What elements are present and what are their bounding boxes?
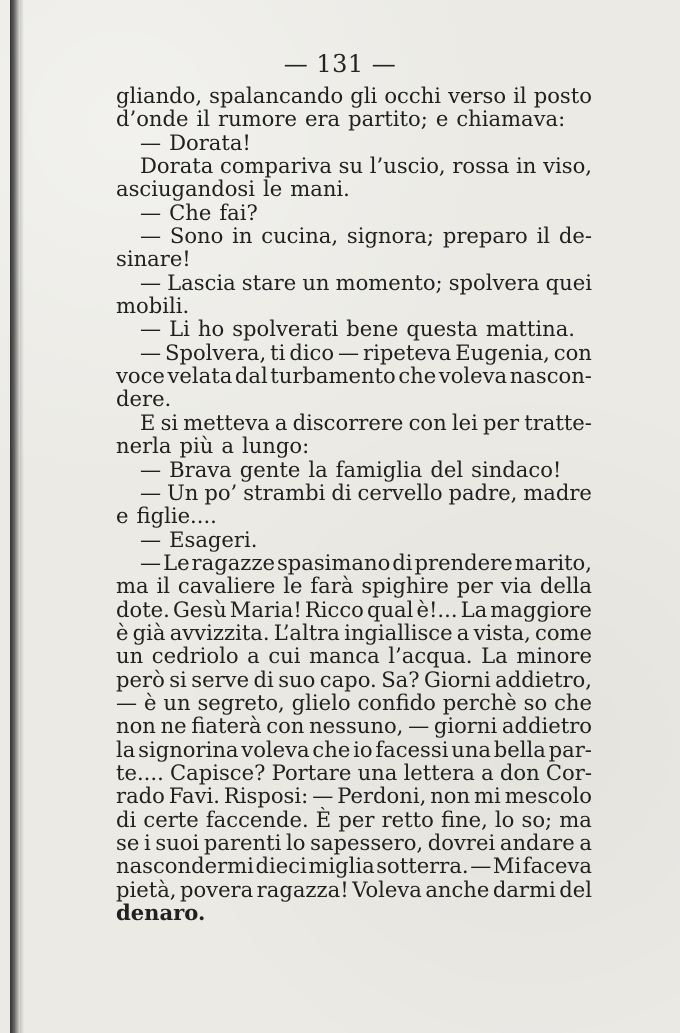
text-word: po’ (204, 479, 238, 505)
text-word: non (430, 783, 471, 809)
text-word: si (169, 666, 187, 692)
text-word: metteva (183, 409, 270, 435)
text-word: è!... (416, 596, 458, 622)
text-word: il (156, 573, 170, 599)
text-word: con (553, 339, 592, 365)
text-word: maggiore (490, 596, 592, 622)
text-word: ragazze (191, 549, 275, 575)
text-word: Dorata (140, 153, 214, 179)
text-word: e (116, 503, 129, 529)
text-word: — (140, 199, 162, 225)
page-edge-shadow (10, 0, 20, 1033)
text-word: strambi (243, 479, 326, 505)
text-line (116, 528, 592, 551)
text-word: Spolvera, (165, 339, 267, 365)
text-word: famiglia (335, 456, 423, 482)
text-word: segreto, (197, 689, 285, 715)
text-word: cedriolo (151, 643, 239, 669)
text-line (116, 878, 592, 901)
page-number: — 131 — (283, 50, 397, 78)
text-word: d’onde (116, 106, 189, 132)
text-word: il (536, 223, 551, 249)
text-word: non (116, 713, 156, 739)
text-word: Perdoni, (337, 783, 427, 809)
text-word: facessi (375, 736, 449, 762)
text-word: del (430, 456, 464, 482)
text-line (116, 551, 592, 574)
text-word: dico (289, 339, 335, 365)
text-word: gliando, (116, 83, 203, 108)
text-word: partito; (348, 106, 428, 132)
text-word: ma (116, 573, 149, 599)
text-word: ripeteva (363, 339, 452, 365)
text-word: dieci (255, 853, 307, 879)
text-word: chiamava: (456, 106, 566, 132)
text-word: a (579, 830, 592, 855)
text-word: È (315, 806, 332, 832)
text-word: Dorata! (169, 129, 251, 155)
text-word: velata (167, 363, 233, 389)
text-line (116, 387, 592, 410)
text-word: L’altra (273, 619, 340, 645)
text-word: — (140, 269, 162, 295)
text-word: don (499, 759, 540, 785)
text-word: rado (116, 783, 165, 809)
text-word: cucina, (261, 223, 339, 249)
text-word: a (221, 433, 234, 459)
text-line (116, 784, 592, 807)
text-line (116, 714, 592, 737)
text-line (116, 84, 592, 107)
text-word: ma (559, 806, 592, 832)
text-word: Li (169, 316, 190, 342)
text-word: vista, (473, 619, 531, 645)
text-word: della (539, 573, 592, 599)
text-word: rossa (452, 153, 510, 179)
text-word: che (554, 689, 592, 715)
text-word: spolvera (448, 269, 540, 295)
text-word: dote. (116, 596, 170, 622)
text-word: parenti (203, 830, 282, 855)
text-line (116, 458, 592, 481)
text-word: bene (346, 316, 399, 342)
text-word: con (408, 409, 447, 435)
text-word: Risposi: (223, 783, 309, 809)
text-word: te.... (116, 759, 164, 785)
text-word: di (331, 479, 352, 505)
text-word: farà (310, 573, 354, 599)
text-word: spalancando (209, 83, 344, 108)
text-word: cervello (357, 479, 443, 505)
text-word: posto (533, 83, 592, 108)
text-word: certe (143, 806, 199, 832)
text-word: — (140, 479, 162, 505)
text-word: addietro (501, 713, 592, 739)
text-word: madre (523, 479, 592, 505)
text-word: se (116, 830, 140, 855)
text-word: però (116, 666, 165, 692)
text-word: questa (406, 316, 478, 342)
text-line (116, 901, 592, 924)
text-word: voleva (241, 736, 310, 762)
text-word: signorina (138, 736, 239, 762)
text-word: sapessero, (310, 830, 424, 855)
text-word: momento; (335, 269, 443, 295)
text-line (116, 201, 592, 224)
text-word: spasimano (276, 549, 391, 575)
text-word: a (481, 759, 494, 785)
text-word: fine, (440, 806, 488, 832)
text-word: un (116, 643, 144, 669)
text-word: lei (451, 409, 478, 435)
text-word: dovrei (427, 830, 496, 855)
text-word: un (163, 689, 191, 715)
text-word: so (523, 689, 548, 715)
text-word: che (398, 363, 437, 389)
text-word: ragazza! (256, 876, 349, 902)
text-line (116, 224, 592, 247)
text-word: Capisce? (170, 759, 266, 785)
text-word: — (140, 316, 162, 342)
text-word: asciugandosi (116, 176, 255, 202)
text-word: nascondermi (116, 853, 254, 879)
text-word: per (456, 573, 493, 599)
text-word: di (116, 806, 137, 832)
text-word: bella (493, 736, 546, 762)
text-word: marito, (514, 549, 592, 575)
text-word: cavaliere (177, 573, 276, 599)
text-word: signora; (346, 223, 435, 249)
text-word: più (179, 433, 214, 459)
text-word: — (312, 783, 334, 809)
text-word: — (140, 549, 162, 575)
text-word: Gesù (172, 596, 227, 622)
text-line (116, 154, 592, 177)
text-word: di (253, 666, 274, 692)
text-word: dere. (116, 386, 172, 412)
text-word: mi (474, 783, 501, 809)
text-word: mattina. (485, 316, 575, 342)
text-word: — (408, 713, 430, 739)
text-word: sindaco! (471, 456, 562, 482)
text-word: nascon- (509, 363, 592, 389)
text-word: Eugenia, (455, 339, 550, 365)
text-word: spolverati (232, 316, 339, 342)
text-word: — (116, 689, 138, 715)
text-line (116, 854, 592, 877)
text-word: darmi (492, 876, 556, 902)
text-word: mani. (290, 176, 350, 202)
text-line (116, 434, 592, 457)
text-line (116, 131, 592, 154)
text-word: ne (160, 713, 187, 739)
text-word: faceva (522, 853, 592, 879)
text-word: già (132, 619, 166, 645)
text-word: ho (197, 316, 225, 342)
text-word: de- (558, 223, 592, 249)
text-line (116, 107, 592, 130)
text-word: E (140, 409, 156, 435)
text-line (116, 177, 592, 200)
text-word: gli (350, 83, 378, 108)
text-word: — (470, 853, 492, 879)
text-word: si (160, 409, 179, 435)
text-word: so; (521, 806, 553, 832)
text-line (116, 341, 592, 364)
text-word: il (513, 83, 527, 108)
text-word: di (392, 549, 413, 575)
text-word: padre, (448, 479, 518, 505)
text-word: compariva (220, 153, 332, 179)
text-word: un (302, 269, 330, 295)
text-word: Favi. (168, 783, 220, 809)
text-word: stare (241, 269, 297, 295)
text-word: prendere (414, 549, 513, 575)
body-text (116, 84, 592, 924)
text-word: la (116, 736, 136, 762)
text-line (116, 644, 592, 667)
text-word: era (304, 106, 341, 132)
text-word: anche (425, 876, 490, 902)
text-word: miglia (308, 853, 375, 879)
text-word: lo (494, 806, 515, 832)
text-word: Giorni (423, 666, 491, 692)
text-word: preparo (442, 223, 528, 249)
text-line (116, 761, 592, 784)
text-word: minore (516, 643, 592, 669)
text-line (116, 738, 592, 761)
text-word: Lascia (167, 269, 236, 295)
text-word: mescolo (504, 783, 592, 809)
text-line (116, 411, 592, 434)
text-word: suo (278, 666, 316, 692)
text-word: l’acqua. (388, 643, 473, 669)
text-word: — (338, 339, 360, 365)
text-word: retto (381, 806, 434, 832)
text-word: dal (234, 363, 268, 389)
text-word: spighire (361, 573, 449, 599)
text-word: La (460, 596, 488, 622)
text-word: Ricco (304, 596, 364, 622)
text-word: rumore (218, 106, 297, 132)
text-word: par- (548, 736, 592, 762)
text-word: suoi (155, 830, 200, 855)
text-word: — (140, 129, 162, 155)
text-word: perchè (442, 689, 517, 715)
text-word: Un (167, 479, 199, 505)
text-word: a (456, 619, 470, 645)
text-word: io (353, 736, 373, 762)
text-word: fai? (219, 199, 258, 225)
text-word: viso, (543, 153, 592, 179)
text-word: Mi (492, 853, 522, 879)
text-word: la (308, 456, 328, 482)
text-word: occhi (384, 83, 441, 108)
text-word: nessuno, (309, 713, 404, 739)
text-word: l’uscio, (369, 153, 446, 179)
text-line (116, 621, 592, 644)
text-word: — (140, 339, 162, 365)
text-word: nerla (116, 433, 172, 459)
text-word: Che (169, 199, 212, 225)
text-word: povera (179, 876, 254, 902)
text-line (116, 808, 592, 831)
text-word: discorrere (292, 409, 404, 435)
text-word: Sono (169, 223, 224, 249)
text-word: Cor- (545, 759, 592, 785)
text-word: andare (499, 830, 575, 855)
text-word: sinare! (116, 246, 191, 272)
text-word: del (559, 876, 592, 902)
text-word: le (283, 573, 303, 599)
text-word: lettera (403, 759, 475, 785)
text-word: è (116, 619, 129, 645)
text-word: denaro. (116, 900, 206, 926)
text-word: quei (545, 269, 592, 295)
text-line (116, 598, 592, 621)
text-word: che (312, 736, 351, 762)
text-word: — (140, 223, 162, 249)
text-word: a (274, 409, 288, 435)
text-word: mobili. (116, 293, 190, 319)
text-word: per (338, 806, 375, 832)
text-word: una (357, 759, 398, 785)
text-word: verso (448, 83, 507, 108)
text-word: come (535, 619, 592, 645)
text-word: Maria! (229, 596, 302, 622)
text-line (116, 504, 592, 527)
text-word: La (481, 643, 508, 669)
text-word: cui (268, 643, 301, 669)
text-word: lungo: (241, 433, 310, 459)
text-word: figlie.... (136, 503, 217, 529)
text-line (116, 271, 592, 294)
text-word: manca (309, 643, 380, 669)
text-word: qual (366, 596, 414, 622)
text-word: capo. (319, 666, 377, 692)
text-word: fiaterà (191, 713, 262, 739)
text-line (116, 691, 592, 714)
text-word: Le (163, 549, 190, 575)
text-word: Sa? (381, 666, 420, 692)
text-line (116, 247, 592, 270)
text-word: lo (286, 830, 306, 855)
text-word: a (247, 643, 260, 669)
text-word: il (196, 106, 210, 132)
text-word: turbamento (270, 363, 396, 389)
text-word: i (143, 830, 151, 855)
text-line (116, 668, 592, 691)
text-line (116, 831, 592, 854)
text-word: ti (270, 339, 286, 365)
text-word: è (144, 689, 157, 715)
text-line (116, 364, 592, 387)
text-word: ingiallisce (344, 619, 453, 645)
text-word: le (263, 176, 283, 202)
text-word: voce (116, 363, 165, 389)
text-word: giorni (433, 713, 498, 739)
text-word: in (516, 153, 537, 179)
text-line (116, 294, 592, 317)
text-word: Portare (271, 759, 352, 785)
text-word: in (232, 223, 253, 249)
text-word: Brava (169, 456, 232, 482)
text-line (116, 574, 592, 597)
text-word: tratte- (524, 409, 592, 435)
text-word: una (451, 736, 491, 762)
text-word: voleva (438, 363, 508, 389)
text-word: su (338, 153, 364, 179)
text-word: serve (191, 666, 250, 692)
text-word: pietà, (116, 876, 177, 902)
text-word: sotterra. (376, 853, 469, 879)
text-word: confido (357, 689, 436, 715)
text-word: e (435, 106, 449, 132)
text-line (116, 317, 592, 340)
text-word: avvizzita. (169, 619, 270, 645)
text-word: glielo (291, 689, 351, 715)
text-word: via (500, 573, 532, 599)
text-word: addietro, (495, 666, 592, 692)
text-word: Voleva (352, 876, 422, 902)
text-word: gente (239, 456, 301, 482)
text-word: — (140, 456, 162, 482)
text-line (116, 481, 592, 504)
text-word: con (266, 713, 305, 739)
text-word: Esageri. (169, 526, 258, 552)
text-word: per (482, 409, 520, 435)
text-word: faccende. (205, 806, 309, 832)
text-word: — (140, 526, 162, 552)
